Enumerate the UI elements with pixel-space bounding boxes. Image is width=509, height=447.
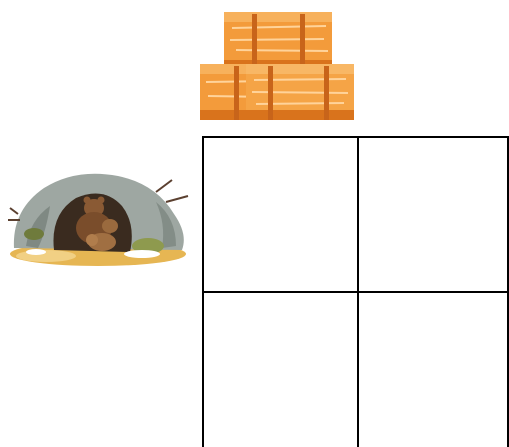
grid-cell-r1-c1[interactable] (202, 136, 357, 291)
bear-cave-icon (6, 162, 196, 270)
grid-cell-r2-c2[interactable] (357, 291, 509, 447)
grid-cell-r1-c2[interactable] (357, 136, 509, 291)
grid-cell-r2-c1[interactable] (202, 291, 357, 447)
hay-bale-icon (196, 6, 358, 122)
answer-grid (202, 136, 509, 447)
